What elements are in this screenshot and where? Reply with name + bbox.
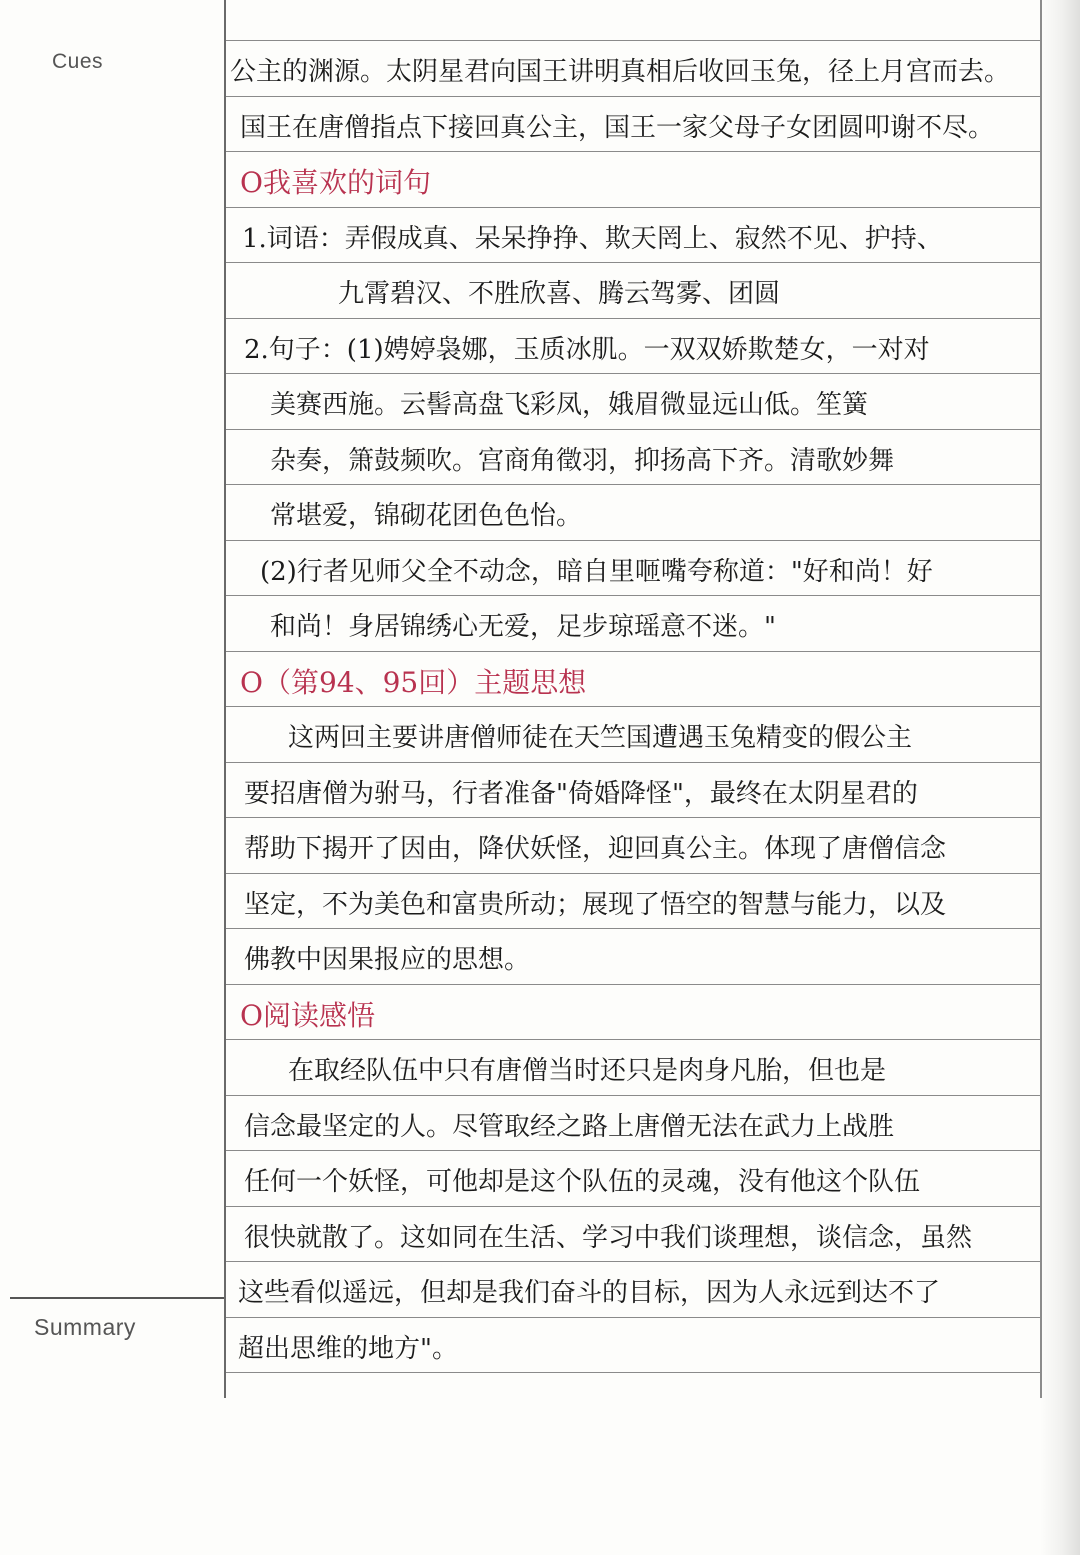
section-heading: O（第94、95回）主题思想 bbox=[240, 666, 587, 699]
note-line: 超出思维的地方"。 bbox=[238, 1334, 458, 1364]
ruled-line bbox=[226, 928, 1040, 929]
note-line: 帮助下揭开了因由，降伏妖怪，迎回真公主。体现了唐僧信念 bbox=[244, 834, 947, 864]
note-line: 很快就散了。这如同在生活、学习中我们谈理想，谈信念，虽然 bbox=[244, 1223, 973, 1253]
note-line: 坚定，不为美色和富贵所动；展现了悟空的智慧与能力，以及 bbox=[244, 890, 947, 920]
note-line: 任何一个妖怪，可他却是这个队伍的灵魂，没有他这个队伍 bbox=[244, 1167, 921, 1197]
ruled-line bbox=[226, 817, 1040, 818]
ruled-line bbox=[226, 984, 1040, 985]
note-line: 常堪爱，锦砌花团色色怡。 bbox=[270, 501, 583, 531]
note-line: 这些看似遥远，但却是我们奋斗的目标，因为人永远到达不了 bbox=[238, 1278, 941, 1308]
section-heading: O我喜欢的词句 bbox=[240, 166, 431, 199]
ruled-line bbox=[226, 1206, 1040, 1207]
ruled-line bbox=[226, 40, 1040, 41]
section-heading: O阅读感悟 bbox=[240, 999, 375, 1032]
ruled-line bbox=[226, 595, 1040, 596]
note-line: 国王在唐僧指点下接回真公主，国王一家父母子女团圆叩谢不尽。 bbox=[240, 113, 995, 143]
ruled-line bbox=[226, 1095, 1040, 1096]
ruled-line bbox=[226, 1317, 1040, 1318]
note-line: 信念最坚定的人。尽管取经之路上唐僧无法在武力上战胜 bbox=[244, 1112, 895, 1142]
ruled-line bbox=[226, 262, 1040, 263]
ruled-line bbox=[226, 873, 1040, 874]
cues-column-divider bbox=[224, 0, 226, 1398]
ruled-line bbox=[226, 1150, 1040, 1151]
ruled-line bbox=[226, 151, 1040, 152]
ruled-line bbox=[226, 706, 1040, 707]
note-line: 美赛西施。云髻高盘飞彩凤，娥眉微显远山低。笙簧 bbox=[270, 390, 869, 420]
ruled-line bbox=[226, 484, 1040, 485]
ruled-line bbox=[226, 207, 1040, 208]
note-line: (2)行者见师父全不动念，暗自里咂嘴夸称道："好和尚！好 bbox=[260, 557, 933, 587]
ruled-line bbox=[226, 540, 1040, 541]
ruled-line bbox=[226, 762, 1040, 763]
summary-divider bbox=[10, 1297, 224, 1299]
note-line: 杂奏，箫鼓频吹。宫商角徵羽，抑扬高下齐。清歌妙舞 bbox=[270, 446, 895, 476]
ruled-line bbox=[226, 1039, 1040, 1040]
note-line: 九霄碧汉、不胜欣喜、腾云驾雾、团圆 bbox=[338, 279, 781, 309]
note-line: 要招唐僧为驸马，行者准备"倚婚降怪"，最终在太阴星君的 bbox=[244, 779, 918, 809]
ruled-line bbox=[226, 318, 1040, 319]
ruled-line bbox=[226, 651, 1040, 652]
note-line: 1.词语：弄假成真、呆呆挣挣、欺天罔上、寂然不见、护持、 bbox=[242, 224, 943, 254]
note-line: 和尚！身居锦绣心无爱，足步琼瑶意不迷。" bbox=[270, 612, 776, 642]
note-line: 公主的渊源。太阴星君向国王讲明真相后收回玉兔，径上月宫而去。 bbox=[230, 57, 1011, 87]
ruled-line bbox=[226, 429, 1040, 430]
ruled-line bbox=[226, 1372, 1040, 1373]
ruled-line bbox=[226, 373, 1040, 374]
note-line: 佛教中因果报应的思想。 bbox=[244, 945, 531, 975]
ruled-line bbox=[226, 1261, 1040, 1262]
cues-label: Cues bbox=[52, 50, 104, 73]
ruled-line bbox=[226, 96, 1040, 97]
note-line: 在取经队伍中只有唐僧当时还只是肉身凡胎，但也是 bbox=[288, 1056, 887, 1086]
note-line: 2.句子：(1)娉婷袅娜，玉质冰肌。一双双娇欺楚女，一对对 bbox=[244, 335, 930, 365]
note-line: 这两回主要讲唐僧师徒在天竺国遭遇玉兔精变的假公主 bbox=[288, 723, 913, 753]
summary-label: Summary bbox=[34, 1314, 136, 1340]
